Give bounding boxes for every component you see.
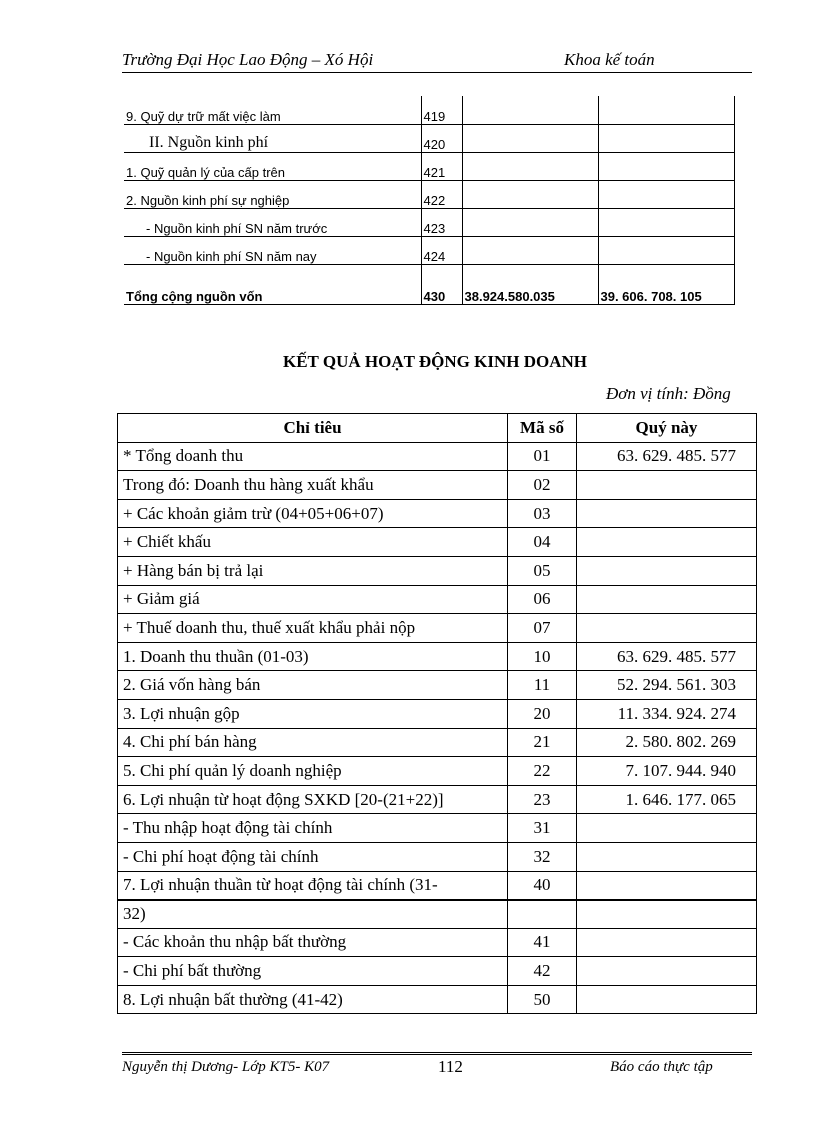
row-label: - Thu nhập hoạt động tài chính bbox=[118, 814, 508, 843]
row-label: * Tổng doanh thu bbox=[118, 442, 508, 471]
table-row bbox=[124, 208, 734, 236]
row-end-value: 39. 606. 708. 105 bbox=[598, 264, 734, 304]
row-label: 1. Doanh thu thuần (01-03) bbox=[118, 642, 508, 671]
table-row bbox=[118, 842, 757, 871]
row-code: 03 bbox=[508, 499, 577, 528]
row-value bbox=[577, 985, 757, 1014]
row-code: 01 bbox=[508, 442, 577, 471]
row-value bbox=[577, 842, 757, 871]
row-code: 419 bbox=[421, 96, 462, 124]
table-row bbox=[118, 757, 757, 786]
row-label: + Giảm giá bbox=[118, 585, 508, 614]
row-start-value bbox=[462, 208, 598, 236]
row-value: 52. 294. 561. 303 bbox=[577, 671, 757, 700]
row-value bbox=[577, 585, 757, 614]
row-code: 23 bbox=[508, 785, 577, 814]
row-code: 04 bbox=[508, 528, 577, 557]
table-row bbox=[118, 642, 757, 671]
balance-continuation-table bbox=[124, 96, 735, 305]
row-end-value bbox=[598, 124, 734, 152]
row-code: 41 bbox=[508, 928, 577, 957]
row-label: + Các khoản giảm trừ (04+05+06+07) bbox=[118, 499, 508, 528]
row-label: Trong đó: Doanh thu hàng xuất khẩu bbox=[118, 471, 508, 500]
table-row bbox=[118, 585, 757, 614]
row-code: 32 bbox=[508, 842, 577, 871]
row-code: 20 bbox=[508, 699, 577, 728]
footer-author: Nguyễn thị Dương- Lớp KT5- K07 bbox=[122, 1059, 330, 1075]
row-name: Tổng cộng nguồn vốn bbox=[124, 264, 421, 304]
row-value: 63. 629. 485. 577 bbox=[577, 442, 757, 471]
row-value bbox=[577, 614, 757, 643]
header-indicator: Chỉ tiêu bbox=[118, 414, 508, 443]
row-name: II. Nguồn kinh phí bbox=[124, 124, 421, 152]
row-name: 9. Quỹ dự trữ mất việc làm bbox=[124, 96, 421, 124]
row-value bbox=[577, 900, 757, 929]
row-end-value bbox=[598, 152, 734, 180]
table-row bbox=[124, 180, 734, 208]
table-row bbox=[118, 957, 757, 986]
row-value: 63. 629. 485. 577 bbox=[577, 642, 757, 671]
row-label: 3. Lợi nhuận gộp bbox=[118, 699, 508, 728]
row-value bbox=[577, 556, 757, 585]
row-value bbox=[577, 928, 757, 957]
row-value bbox=[577, 814, 757, 843]
row-label: 2. Giá vốn hàng bán bbox=[118, 671, 508, 700]
row-code: 10 bbox=[508, 642, 577, 671]
page-header bbox=[122, 50, 752, 73]
row-code bbox=[508, 900, 577, 929]
income-statement-table bbox=[117, 413, 757, 1014]
row-code: 06 bbox=[508, 585, 577, 614]
section-title: KẾT QUẢ HOẠT ĐỘNG KINH DOANH bbox=[283, 352, 587, 371]
header-department: Khoa kế toán bbox=[564, 50, 655, 69]
row-end-value bbox=[598, 236, 734, 264]
row-code: 07 bbox=[508, 614, 577, 643]
table-row bbox=[118, 871, 757, 900]
row-code: 05 bbox=[508, 556, 577, 585]
row-label: + Thuế doanh thu, thuế xuất khẩu phải nộp bbox=[118, 614, 508, 643]
row-code: 42 bbox=[508, 957, 577, 986]
row-name: 2. Nguồn kinh phí sự nghiệp bbox=[124, 180, 421, 208]
row-start-value bbox=[462, 124, 598, 152]
table-row bbox=[118, 985, 757, 1014]
table-row bbox=[124, 124, 734, 152]
table-row bbox=[118, 528, 757, 557]
row-label: - Chi phí hoạt động tài chính bbox=[118, 842, 508, 871]
row-code: 420 bbox=[421, 124, 462, 152]
table-row bbox=[118, 614, 757, 643]
row-value bbox=[577, 528, 757, 557]
row-code: 50 bbox=[508, 985, 577, 1014]
row-label: - Các khoản thu nhập bất thường bbox=[118, 928, 508, 957]
table-row bbox=[118, 900, 757, 929]
row-end-value bbox=[598, 96, 734, 124]
row-start-value bbox=[462, 236, 598, 264]
row-label: 7. Lợi nhuận thuần từ hoạt động tài chính (31- bbox=[118, 871, 508, 900]
table-row bbox=[118, 499, 757, 528]
row-label: 4. Chi phí bán hàng bbox=[118, 728, 508, 757]
header-code: Mã số bbox=[508, 414, 577, 443]
report-body bbox=[118, 442, 757, 1014]
row-value bbox=[577, 499, 757, 528]
table-row bbox=[118, 928, 757, 957]
table-row bbox=[118, 442, 757, 471]
row-value bbox=[577, 871, 757, 900]
row-code: 430 bbox=[421, 264, 462, 304]
table-row bbox=[118, 699, 757, 728]
header-university: Trường Đại Học Lao Động – Xó Hội bbox=[122, 50, 374, 69]
table-row-total bbox=[124, 264, 734, 304]
row-code: 31 bbox=[508, 814, 577, 843]
row-label: + Hàng bán bị trả lại bbox=[118, 556, 508, 585]
table-row bbox=[124, 96, 734, 124]
row-start-value: 38.924.580.035 bbox=[462, 264, 598, 304]
row-label: 8. Lợi nhuận bất thường (41-42) bbox=[118, 985, 508, 1014]
row-end-value bbox=[598, 208, 734, 236]
row-label: + Chiết khấu bbox=[118, 528, 508, 557]
row-value bbox=[577, 471, 757, 500]
footer-report-type: Báo cáo thực tập bbox=[610, 1059, 713, 1075]
row-code: 421 bbox=[421, 152, 462, 180]
table-row bbox=[118, 556, 757, 585]
row-value: 7. 107. 944. 940 bbox=[577, 757, 757, 786]
row-code: 422 bbox=[421, 180, 462, 208]
row-code: 21 bbox=[508, 728, 577, 757]
page-number: 112 bbox=[438, 1057, 463, 1076]
table-row bbox=[118, 671, 757, 700]
unit-label: Đơn vị tính: Đồng bbox=[606, 384, 731, 403]
row-name: - Nguồn kinh phí SN năm trước bbox=[124, 208, 421, 236]
row-label: 32) bbox=[118, 900, 508, 929]
row-label: - Chi phí bất thường bbox=[118, 957, 508, 986]
row-value: 11. 334. 924. 274 bbox=[577, 699, 757, 728]
row-code: 22 bbox=[508, 757, 577, 786]
header-quarter: Quý này bbox=[577, 414, 757, 443]
table-header-row bbox=[118, 414, 757, 443]
row-start-value bbox=[462, 180, 598, 208]
row-label: 6. Lợi nhuận từ hoạt động SXKD [20-(21+22)] bbox=[118, 785, 508, 814]
row-value: 2. 580. 802. 269 bbox=[577, 728, 757, 757]
table-row bbox=[118, 728, 757, 757]
row-name: - Nguồn kinh phí SN năm nay bbox=[124, 236, 421, 264]
row-code: 11 bbox=[508, 671, 577, 700]
row-label: 5. Chi phí quản lý doanh nghiệp bbox=[118, 757, 508, 786]
row-end-value bbox=[598, 180, 734, 208]
row-code: 423 bbox=[421, 208, 462, 236]
row-code: 40 bbox=[508, 871, 577, 900]
row-start-value bbox=[462, 152, 598, 180]
table-row bbox=[118, 814, 757, 843]
row-value: 1. 646. 177. 065 bbox=[577, 785, 757, 814]
row-value bbox=[577, 957, 757, 986]
row-code: 424 bbox=[421, 236, 462, 264]
page-footer bbox=[122, 1052, 752, 1085]
table-row bbox=[118, 471, 757, 500]
table-row bbox=[124, 236, 734, 264]
table-row bbox=[118, 785, 757, 814]
table-row bbox=[124, 152, 734, 180]
row-start-value bbox=[462, 96, 598, 124]
row-name: 1. Quỹ quản lý của cấp trên bbox=[124, 152, 421, 180]
row-code: 02 bbox=[508, 471, 577, 500]
